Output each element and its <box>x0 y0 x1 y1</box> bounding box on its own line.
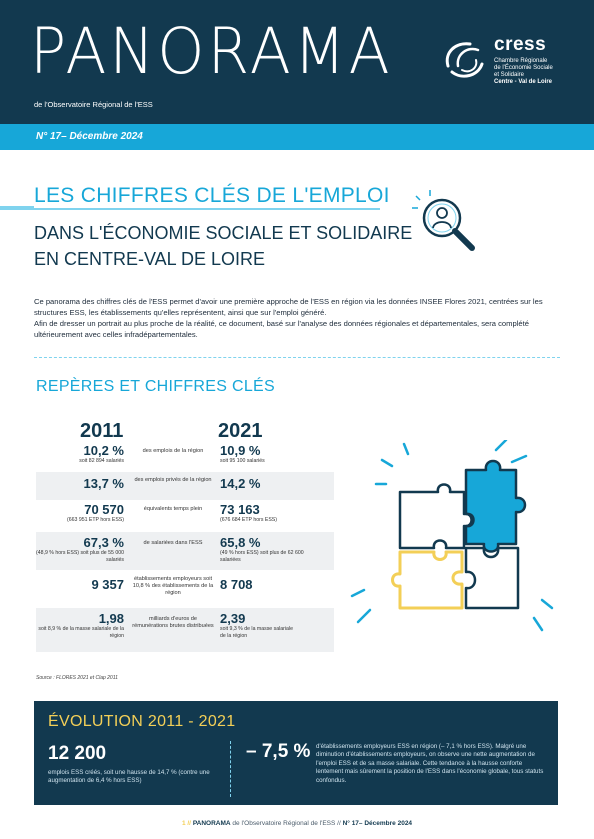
puzzle-illustration <box>346 440 556 640</box>
cress-logo-icon <box>440 40 488 80</box>
stat-detail: (663 951 ETP hors ESS) <box>67 517 124 523</box>
establishments-change-description: d'établissements employeurs ESS en région (– 7,1 % hors ESS). Malgré une diminution d'établissements employeurs, on observe une nette augmentation de l'emploi ESS et de sa masse salariale. Cette tendance à la hausse conforte lentement mais sûrement la position de l'ESS dans l'économie globale, tous statuts confondus. <box>316 743 544 784</box>
stat-value: 13,7 % <box>83 476 124 491</box>
logo-line: et Solidaire <box>494 72 525 78</box>
data-source: Source : FLORES 2021 et Clap 2011 <box>36 675 118 681</box>
stat-value: 14,2 % <box>220 476 261 491</box>
stat-value: 67,3 % <box>83 535 124 550</box>
stat-2011 <box>36 578 124 592</box>
logo-brand: cress <box>494 34 547 55</box>
logo-line: de l'Économie Sociale <box>494 65 553 71</box>
issue-bar <box>0 124 594 150</box>
headline-line-3: EN CENTRE-VAL DE LOIRE <box>34 249 266 269</box>
establishments-change-value: – 7,5 % <box>246 741 311 762</box>
issue-number: N° 17– Décembre 2024 <box>36 131 143 142</box>
section-divider <box>34 357 560 358</box>
stat-row-salariees <box>36 536 366 570</box>
stat-2011 <box>36 444 124 465</box>
jobs-created-description: emplois ESS créés, soit une hausse de 14,7 % (contre une augmentation de 6,4 % hors ESS) <box>48 769 210 784</box>
stat-value: 10,9 % <box>220 443 261 458</box>
stat-2011 <box>36 477 124 491</box>
headline-line-1: LES CHIFFRES CLÉS DE L'EMPLOI <box>34 184 396 208</box>
stat-2011 <box>36 503 124 524</box>
stat-detail: (48,9 % hors ESS) soit plus de 55 000 salariés <box>36 550 124 563</box>
stat-2021 <box>220 444 330 465</box>
stat-value: 65,8 % <box>220 535 261 550</box>
footer-brand: PANORAMA <box>192 820 231 827</box>
intro-paragraph: Afin de dresser un portrait au plus proche de la réalité, ce document, basé sur l'analyse des données régionales et départementales, sera complété ultérieurement avec celles infradépartementales. <box>34 319 529 339</box>
stat-2021 <box>220 503 330 524</box>
page-header <box>0 0 594 124</box>
stat-row-etp <box>36 503 366 529</box>
page-number: 1 // <box>181 820 191 827</box>
stat-detail: soit 82 894 salariés <box>79 458 124 464</box>
headline-line-2: DANS L'ÉCONOMIE SOCIALE ET SOLIDAIRE <box>34 223 413 243</box>
jobs-created-value: 12 200 <box>48 743 107 764</box>
stat-value: 73 163 <box>220 502 260 517</box>
stat-2021 <box>220 612 330 639</box>
reperes-title: REPÈRES ET CHIFFRES CLÉS <box>36 378 275 395</box>
stat-label: des emplois privés de la région <box>134 477 212 483</box>
stat-value: 9 357 <box>91 577 124 592</box>
headline-lines <box>34 220 412 272</box>
stat-row-emplois <box>36 444 366 470</box>
stat-value: 1,98 <box>98 611 124 626</box>
stat-value: 10,2 % <box>83 443 124 458</box>
logo-line: Chambre Régionale <box>494 58 548 64</box>
stat-2021 <box>220 536 330 563</box>
stat-value: 2,39 <box>220 611 246 626</box>
intro-paragraph: Ce panorama des chiffres clés de l'ESS permet d'avoir une première approche de l'ESS en région via les données INSEE Flores 2021, centrées sur les structures ESS, les établissements qu'elles représentent, ainsi que sur l'emploi généré. <box>34 297 543 317</box>
stat-detail: (676 684 ETP hors ESS) <box>220 517 277 523</box>
publication-subtitle: de l'Observatoire Régional de l'ESS <box>34 100 153 109</box>
stat-detail: soit 9,3 % de la masse salariale de la région <box>220 626 293 639</box>
stat-value: 8 708 <box>220 577 253 592</box>
stat-2021 <box>220 578 330 592</box>
stat-detail: soit 95 100 salariés <box>220 458 265 464</box>
evolution-box <box>34 701 558 805</box>
stat-2011 <box>36 612 124 639</box>
stat-label: équivalents temps plein <box>143 506 203 512</box>
stat-row-masse-salariale <box>36 612 366 652</box>
stat-row-etablissements <box>36 576 366 604</box>
stat-value: 70 570 <box>84 502 124 517</box>
evolution-title: ÉVOLUTION 2011 - 2021 <box>48 713 236 730</box>
footer-text: de l'Observatoire Régional de l'ESS // <box>232 820 341 827</box>
year-2011: 2011 <box>80 420 124 442</box>
publication-title: PANORAMA <box>30 15 393 89</box>
stat-label: milliards d'euros de rémunérations brutes distribuées <box>132 616 214 629</box>
intro-text <box>34 296 564 340</box>
year-2021: 2021 <box>218 420 263 442</box>
stat-2021 <box>220 477 330 491</box>
cress-logo <box>440 28 570 92</box>
stat-row-emplois-prives <box>36 477 366 499</box>
stat-label: établissements employeurs soit 10,8 % des établissements de la région <box>132 576 214 596</box>
stat-label: de salariées dans l'ESS <box>143 540 203 546</box>
stat-detail: soit 8,9 % de la masse salariale de la région <box>38 626 124 639</box>
footer-issue: N° 17– Décembre 2024 <box>342 820 413 827</box>
evolution-divider <box>230 741 231 797</box>
page-footer <box>0 820 594 827</box>
magnifier-person-icon <box>406 188 484 252</box>
stat-2011 <box>36 536 124 563</box>
logo-line: Centre - Val de Loire <box>494 79 553 85</box>
stat-label: des emplois de la région <box>142 448 204 454</box>
stat-detail: (49 % hors ESS) soit plus de 62 600 salariées <box>220 550 304 563</box>
